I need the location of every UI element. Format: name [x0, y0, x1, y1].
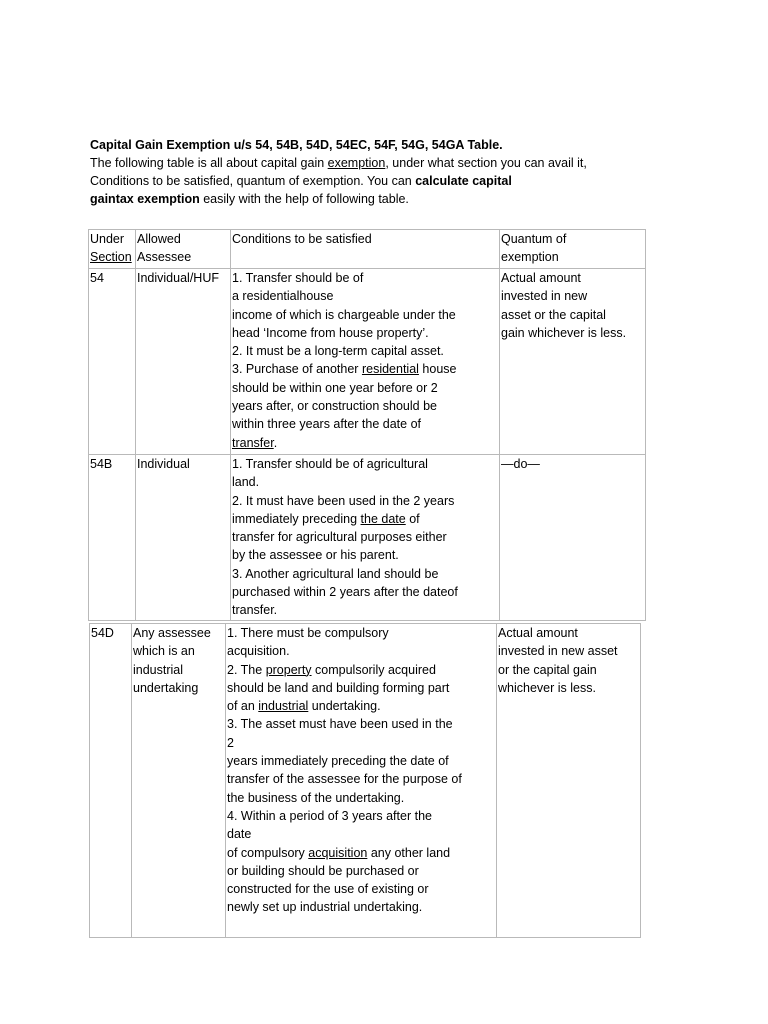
- condition-line: 2. It must have been used in the 2 years: [232, 493, 455, 508]
- condition-line: transfer for agricultural purposes either: [232, 530, 447, 545]
- condition-line: head ‘Income from house property’.: [232, 325, 429, 340]
- condition-line: 2: [227, 735, 234, 750]
- condition-line: 2. It must be a long-term capital asset.: [232, 344, 444, 359]
- intro-bold-text: calculate capital: [415, 174, 512, 188]
- condition-line: the business of the undertaking.: [227, 790, 405, 805]
- condition-line: newly set up industrial undertaking.: [227, 900, 423, 915]
- condition-line: should be land and building forming part: [227, 680, 450, 695]
- condition-line: 1. Transfer should be of: [232, 271, 364, 285]
- condition-text: any other land: [367, 845, 451, 860]
- condition-text: undertaking.: [308, 699, 381, 714]
- header-text: Conditions to be satisfied: [232, 232, 372, 246]
- condition-line: land.: [232, 475, 260, 490]
- residential-link[interactable]: residential: [361, 362, 419, 377]
- intro-line-1: [90, 154, 690, 172]
- section-cell: [89, 269, 136, 455]
- condition-text: 2. The: [227, 662, 266, 677]
- condition-text: .: [273, 435, 278, 450]
- quantum-line: asset or the capital: [501, 307, 606, 322]
- condition-line: transfer.: [232, 603, 278, 618]
- condition-line: by the assessee or his parent.: [232, 548, 399, 563]
- header-text: Quantum of: [501, 232, 567, 246]
- quantum-cell: [497, 624, 641, 938]
- exemption-link[interactable]: exemption: [327, 156, 386, 170]
- quantum-line: whichever is less.: [498, 680, 596, 695]
- table-row: [90, 624, 641, 938]
- acquisition-link[interactable]: acquisition: [308, 845, 368, 860]
- condition-line: purchased within 2 years after the dateof: [232, 585, 458, 600]
- assessee-line: Any assessee: [133, 626, 211, 640]
- exemption-table-continued: [89, 623, 641, 938]
- condition-line: or building should be purchased or: [227, 863, 419, 878]
- condition-text: of: [405, 511, 420, 526]
- intro-text: The following table is all about capital gain: [90, 156, 328, 170]
- header-conditions: [231, 230, 500, 269]
- condition-line: a residentialhouse: [232, 289, 334, 304]
- table-row: [89, 269, 646, 455]
- assessee-cell: [136, 455, 231, 621]
- quantum-cell: [500, 455, 646, 621]
- conditions-cell: [226, 624, 497, 938]
- condition-line: 4. Within a period of 3 years after the: [227, 808, 432, 823]
- condition-line: [232, 360, 497, 378]
- condition-line: [227, 844, 494, 862]
- table-row: [89, 455, 646, 621]
- quantum-line: or the capital gain: [498, 662, 597, 677]
- section-cell: [89, 455, 136, 621]
- quantum-line: Actual amount: [498, 626, 578, 640]
- condition-text: 3. Purchase of another: [232, 362, 362, 377]
- conditions-cell: [231, 269, 500, 455]
- condition-line: [232, 434, 497, 452]
- condition-line: constructed for the use of existing or: [227, 882, 429, 897]
- document-intro: [90, 136, 690, 208]
- quantum-line: Actual amount: [501, 271, 581, 285]
- quantum-cell: [500, 269, 646, 455]
- document-title: Capital Gain Exemption u/s 54, 54B, 54D, 54EC, 54F, 54G, 54GA Table.: [90, 138, 503, 152]
- condition-text: of compulsory: [227, 845, 309, 860]
- assessee-cell: [136, 269, 231, 455]
- condition-text: of an: [227, 699, 259, 714]
- section-number: 54B: [90, 457, 113, 471]
- quantum-line: invested in new: [501, 289, 588, 304]
- intro-bold-text: gaintax exemption: [90, 192, 200, 206]
- assessee-text: Individual: [137, 457, 190, 471]
- the-date-link[interactable]: the date: [360, 511, 406, 526]
- header-section: [89, 230, 136, 269]
- quantum-line: gain whichever is less.: [501, 325, 627, 340]
- industrial-link[interactable]: industrial: [258, 699, 309, 714]
- header-quantum: [500, 230, 646, 269]
- assessee-text: Individual/HUF: [137, 271, 219, 285]
- section-number: 54D: [91, 626, 114, 640]
- intro-text: , under what section you can avail it,: [385, 156, 587, 170]
- condition-line: date: [227, 827, 252, 842]
- assessee-line: industrial: [133, 662, 184, 677]
- header-text: exemption: [501, 250, 559, 265]
- assessee-line: which is an: [133, 644, 195, 659]
- condition-line: within three years after the date of: [232, 417, 421, 432]
- assessee-cell: [132, 624, 226, 938]
- conditions-cell: [231, 455, 500, 621]
- quantum-line: invested in new asset: [498, 644, 618, 659]
- header-text: Allowed: [137, 232, 181, 246]
- condition-text: house: [418, 362, 457, 377]
- condition-line: [232, 510, 497, 528]
- exemption-table: [88, 229, 646, 621]
- condition-text: compulsorily acquired: [311, 662, 436, 677]
- condition-line: 1. Transfer should be of agricultural: [232, 457, 428, 471]
- condition-line: 1. There must be compulsory: [227, 626, 389, 640]
- condition-line: years immediately preceding the date of: [227, 754, 449, 769]
- condition-line: income of which is chargeable under the: [232, 307, 456, 322]
- header-text: Assessee: [137, 250, 192, 265]
- quantum-text: —do—: [501, 457, 540, 471]
- assessee-line: undertaking: [133, 680, 199, 695]
- condition-line: [227, 661, 494, 679]
- table-header-row: [89, 230, 646, 269]
- intro-text: Conditions to be satisfied, quantum of exemption. You can: [90, 174, 416, 188]
- condition-line: years after, or construction should be: [232, 399, 437, 414]
- condition-line: 3. Another agricultural land should be: [232, 566, 439, 581]
- condition-line: should be within one year before or 2: [232, 380, 438, 395]
- header-assessee: [136, 230, 231, 269]
- header-text: Section: [90, 250, 132, 265]
- section-cell: [90, 624, 132, 938]
- header-text: Under: [90, 232, 125, 246]
- condition-line: acquisition.: [227, 644, 290, 659]
- intro-line-2: [90, 172, 690, 190]
- section-number: 54: [90, 271, 104, 285]
- condition-text: immediately preceding: [232, 511, 361, 526]
- condition-line: [227, 697, 494, 715]
- transfer-link[interactable]: transfer: [232, 435, 274, 450]
- condition-line: 3. The asset must have been used in the: [227, 717, 453, 732]
- property-link[interactable]: property: [265, 662, 312, 677]
- intro-text: easily with the help of following table.: [199, 192, 409, 206]
- intro-line-3: [90, 190, 690, 208]
- condition-line: transfer of the assessee for the purpose of: [227, 772, 462, 787]
